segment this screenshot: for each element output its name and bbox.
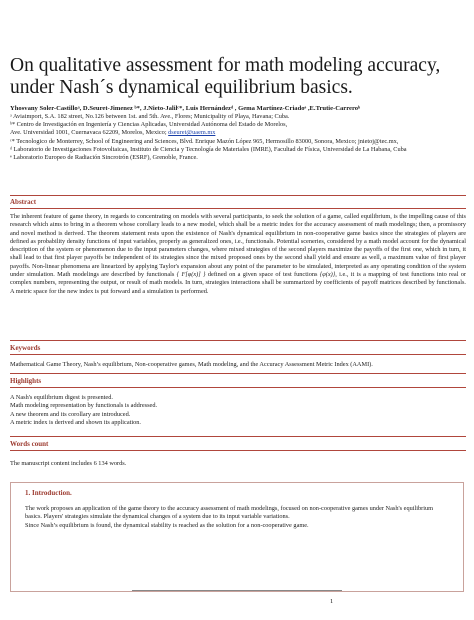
affiliation-e: ᵉ Laboratorio Europeo de Radiación Sincrotrón (ESRF), Grenoble, France. bbox=[10, 154, 198, 162]
highlights-heading: Highlights bbox=[10, 377, 42, 385]
abstract-text bbox=[10, 213, 466, 296]
highlights-list bbox=[10, 394, 466, 427]
highlight-item: A metric index is derived and shown its application. bbox=[10, 418, 141, 426]
highlight-item: Math modeling representation by functionals is addressed. bbox=[10, 402, 158, 410]
highlights-heading-rule bbox=[10, 387, 466, 388]
email-link[interactable]: dseuret@uaem.mx bbox=[168, 129, 216, 137]
abstract-heading: Abstract bbox=[10, 198, 37, 206]
introduction-heading: 1. Introduction. bbox=[25, 489, 72, 497]
author-list: Yhosvany Soler-Castilloᵃ, D.Seuret-Jimenez ᵇ*, J.Nieto-Jalilᶜ*, Luis Hernándezᵈ , Gema Martínez-Criadoᵉ ,E.Trutie-Carreroᵇ bbox=[10, 105, 361, 112]
wordcount-heading: Words count bbox=[10, 440, 49, 448]
highlight-item: A Nash's equilibrium digest is presented. bbox=[10, 394, 113, 401]
affiliation-b-address bbox=[10, 129, 466, 137]
introduction-text bbox=[25, 505, 451, 530]
functional-math-1: { F[φ(x)] } bbox=[176, 271, 206, 279]
wordcount-text: The manuscript content includes 6 134 words. bbox=[10, 460, 127, 467]
wordcount-heading-rule bbox=[10, 450, 466, 451]
wordcount-top-rule bbox=[10, 436, 466, 437]
abstract-heading-rule bbox=[10, 208, 466, 209]
abstract-text-mid-2: , i.e., it is a mapping of test functions into real or complex numbers, representing the output, or result of math models. In turn, strategies interactions shall be summarized by coefficients of payoff matrices described by functionals. A metric space for the new index is put forward and a simulation is performed. bbox=[10, 271, 467, 295]
highlights-top-rule bbox=[10, 373, 466, 374]
intro-paragraph: The work proposes an application of the game theory to the accuracy assessment of math modelings, focused on non-cooperative games under Nash's equilibrium basics. Players' strategies simulate the dynamical changes of a system due to its input variable variations. bbox=[25, 505, 434, 521]
page-number: 1 bbox=[330, 598, 334, 605]
introduction-section bbox=[10, 482, 464, 592]
keywords-heading: Keywords bbox=[10, 344, 41, 352]
affiliations bbox=[10, 113, 466, 162]
highlight-item: A new theorem and its corollary are introduced. bbox=[10, 410, 131, 418]
functional-math-2: {φ(x)} bbox=[319, 271, 336, 279]
affiliation-c: ᶜ* Tecnologico de Monterrey, School of Engineering and Sciences, Blvd. Enrique Mazón López 965, Hermosillo 83000, Sonora, Mexico; jnietoj@tec.mx, bbox=[10, 137, 399, 145]
affiliation-a: ᵃ Aviaimport, S.A. 182 street, No.126 between 1st. and 5th. Ave., Flores; Municipality of Playa, Havana; Cuba. bbox=[10, 113, 290, 120]
paper-title: On qualitative assessment for math modeling accuracy, under Nash´s dynamical equilibrium basics. bbox=[10, 55, 441, 98]
abstract-text-mid-1: defined on a given space of test functions bbox=[207, 271, 318, 279]
footer-rule bbox=[132, 590, 342, 591]
abstract-top-rule bbox=[10, 195, 466, 196]
abstract-text-main: The inherent feature of game theory, in regards to concentrating on models with several participants, to seek the solution of a game, called equilibrium, is the impelling cause of this research which aims to bring in a theorem whose corollary leads to a new model, which shall be a metric index for the accuracy assessment of math modelings; then, a promissory and novel method is derived. The theorem statement rests upon the existence of Nash's dynamical equilibrium in non-cooperative game basics since the strategies of players are defined as probability density functions of input variables, properly as generalized ones, i.e., functionals. Potential sceneries, considered by a math model account for the dynamical description of the system or phenomenon due to the input parameters changes, where mixed strategies of the second players maximize the payoffs of the first one, which in turn, it shall lead to that first player payoffs be independent of its strategies since the mixed proposed ones by the second shall yield and ensure as well, a maximum value of first player payoffs. Non-linear phenomena are linearized by applying Taylor's expansion about any point of the parameter to be simulated, interpreted as any operating condition of the system under simulation. Math modelings are described by functionals bbox=[10, 213, 466, 279]
keywords-top-rule bbox=[10, 340, 466, 341]
affiliation-b-address-text: Ave. Universidad 1001, Cuernavaca 62209, Morelos, Mexico; bbox=[10, 129, 167, 137]
affiliation-d: ᵈ Laboratorio de Investigaciones Fotovoltaicas, Instituto de Ciencia y Tecnología de Materiales (IMRE), Facultad de Física, Universidad de La Habana, Cuba bbox=[10, 145, 407, 153]
affiliation-b: ᵇ* Centro de Investigación en Ingeniería y Ciencias Aplicadas, Universidad Autónoma del Estado de Morelos, bbox=[10, 121, 288, 129]
intro-paragraph: Since Nash’s equilibrium is found, the dynamical stability is reached as the solution for a non-cooperative game. bbox=[25, 521, 309, 529]
keywords-text: Mathematical Game Theory, Nash’s equilibrium, Non-cooperative games, Math modeling, and the Accuracy Assessment Metric Index (AAMI). bbox=[10, 361, 373, 368]
keywords-heading-rule bbox=[10, 354, 466, 355]
